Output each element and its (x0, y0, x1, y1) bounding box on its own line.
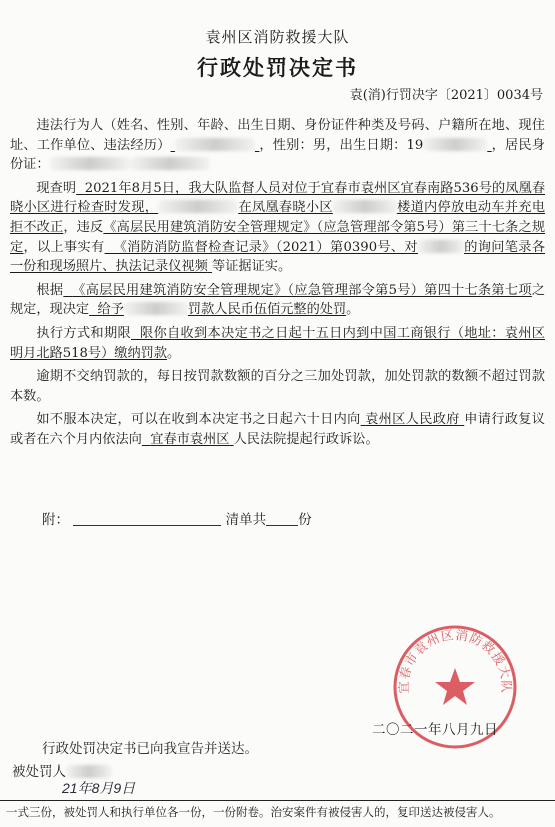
receiver-handwritten-date: 21年8月9日 (62, 780, 136, 796)
receiver-signature-line: 被处罚人 (12, 760, 112, 780)
issue-date: 二〇二一年八月九日 (372, 722, 498, 738)
redacted-signature (66, 765, 112, 778)
redacted-building (333, 200, 397, 213)
redacted-id-number (50, 157, 130, 170)
appeal-paragraph: 如不服本决定，可以在收到本决定书之日起六十日内向 袁州区人民政府 申请行政复议或者在六个月内依法向 宜春市袁州区 人民法院提起行政诉讼。 (10, 412, 545, 447)
legal-basis-paragraph: 根据 《高层民用建筑消防安全管理规定》（应急管理部令第5号）第四十七条第七项之规定，现决定 给予 罚款人民币伍佰元整的处罚。 (10, 282, 545, 318)
seal-text: 宜春市袁州区消防救援大队 (395, 626, 515, 694)
late-payment-paragraph: 逾期不交纳罚款的，每日按罚款数额的百分之三加处罚款，加处罚款的数额不超过罚款本数。 (10, 369, 545, 404)
document-number: 袁(消)行罚决字〔2021〕0034号 (349, 88, 543, 103)
delivery-acknowledgement: 行政处罚决定书已向我宣告并送达。 (42, 741, 258, 757)
seal-star-icon (435, 668, 475, 705)
issuing-organization: 袁州区消防救援大队 (205, 28, 350, 46)
attachment-blank (73, 513, 221, 526)
findings-paragraph: 现查明 2021年8月5日，我大队监督人员对位于宜春市袁州区宜春南路536号的凤凰春晓小区进行检查时发现， 在凤凰春晓小区 楼道内停放电动车并充电拒不改正，违反《高层民用建筑消防安全管理规定》（应急管理部令第5号）第三十七条之规定，以上事实有 《消防消防监督检查记录》（2021）第0390号、对 的询问笔录各一份和现场照片、执法记录仪视频 等证据证实。 (10, 180, 546, 275)
redacted-name (158, 200, 238, 213)
redacted-birth-date (423, 138, 487, 151)
footer-divider (0, 800, 555, 801)
redacted-name (418, 240, 464, 253)
redacted-name (175, 138, 255, 151)
execution-paragraph: 执行方式和期限 限你自收到本决定书之日起十五日内到中国工商银行（地址：袁州区明月北路518号）缴纳罚款。 (10, 325, 545, 361)
attachment-line: 附： 清单共 份 (42, 512, 312, 528)
violator-paragraph: 违法行为人（姓名、性别、年龄、出生日期、身份证件种类及号码、户籍所在地、现住址、工作单位、违法经历） ，性别：男，出生日期：19 ，居民身份证： (10, 118, 545, 173)
document-body (10, 116, 545, 450)
attachment-count-blank (266, 513, 298, 526)
footer-note: 一式三份，被处罚人和执行单位各一份，一份附卷。治安案件有被侵害人的，复印送达被侵害人。 (6, 805, 501, 819)
document-title: 行政处罚决定书 (197, 55, 358, 80)
redacted-name (124, 302, 188, 315)
